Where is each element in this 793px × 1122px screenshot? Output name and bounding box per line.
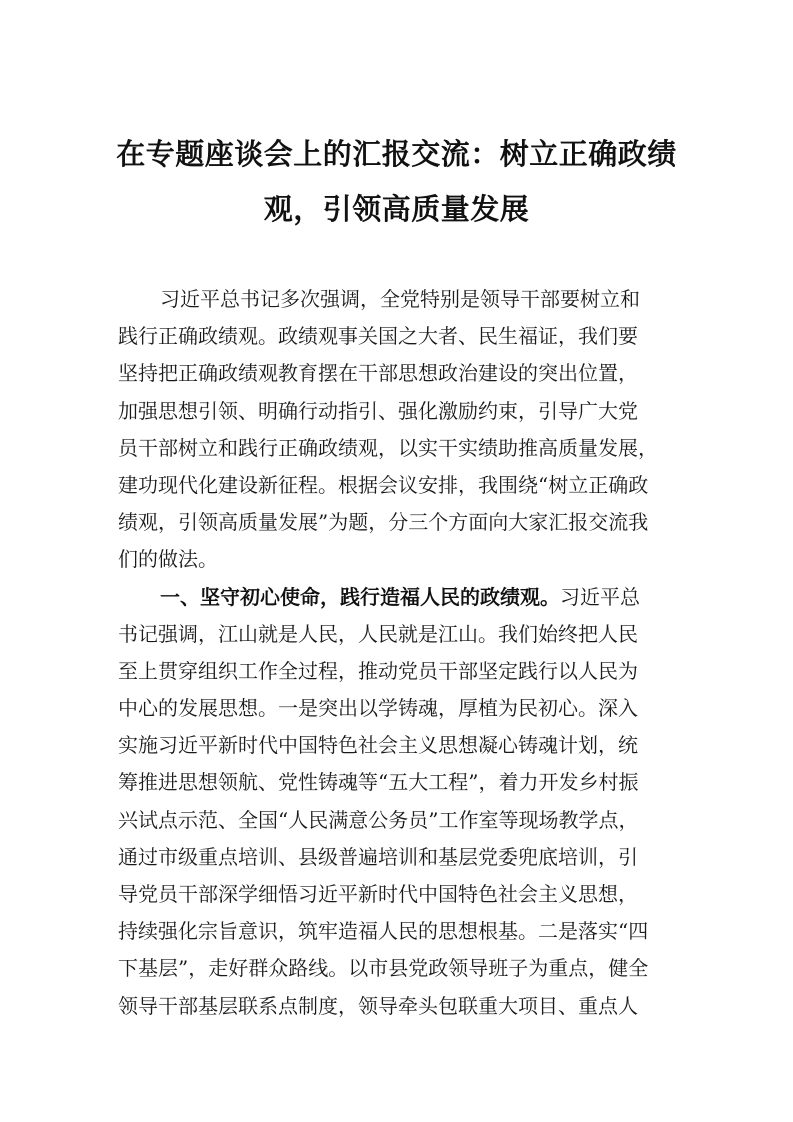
text-line: 持续强化宗旨意识，筑牢造福人民的思想根基。二是落实“四 [118, 919, 649, 944]
text-line: 导党员干部深学细悟习近平新时代中国特色社会主义思想， [118, 882, 638, 906]
text-line: 绩观，引领高质量发展”为题，分三个方面向大家汇报交流我 [118, 510, 649, 535]
text-span: 习近平总 [560, 584, 640, 609]
title-line-1: 在专题座谈会上的汇报交流：树立正确政绩 [116, 137, 677, 171]
text-line [118, 579, 688, 616]
text-line: 筹推进思想领航、党性铸魂等“五大工程”，着力开发乡村振 [118, 770, 639, 795]
text-line: 领导干部基层联系点制度，领导牵头包联重大项目、重点人 [118, 993, 638, 1018]
text-line: 坚持把正确政绩观教育摆在干部思想政治建设的突出位置， [118, 361, 638, 386]
paragraph-2 [118, 579, 688, 1025]
text-line: 中心的发展思想。一是突出以学铸魂，厚植为民初心。深入 [118, 696, 638, 721]
text-line: 至上贯穿组织工作全过程，推动党员干部坚定践行以人民为 [118, 658, 638, 683]
text-line: 员干部树立和践行正确政绩观，以实干实绩助推高质量发展， [118, 435, 658, 460]
text-line: 实施习近平新时代中国特色社会主义思想凝心铸魂计划，统 [118, 733, 638, 758]
text-line: 通过市级重点培训、县级普遍培训和基层党委兜底培训，引 [118, 844, 638, 869]
text-line: 践行正确政绩观。政绩观事关国之大者、民生福证，我们要 [118, 324, 638, 349]
document-title [100, 130, 693, 234]
text-line: 书记强调，江山就是人民，人民就是江山。我们始终把人民 [118, 621, 638, 646]
text-line: 们的做法。 [118, 547, 218, 572]
text-line: 兴试点示范、全国“人民满意公务员”工作室等现场教学点， [118, 807, 639, 832]
text-line: 下基层”，走好群众路线。以市县党政领导班子为重点，健全 [118, 956, 649, 981]
text-line: 习近平总书记多次强调，全党特别是领导干部要树立和 [160, 287, 640, 311]
text-line: 建功现代化建设新征程。根据会议安排，我围绕“树立正确政 [118, 472, 649, 497]
document-body [118, 281, 688, 1025]
title-line-2: 观，引领高质量发展 [263, 192, 530, 226]
section-heading: 一、坚守初心使命，践行造福人民的政绩观。 [160, 584, 560, 609]
paragraph-1 [118, 281, 688, 579]
text-line: 加强思想引领、明确行动指引、强化激励约束，引导广大党 [118, 398, 638, 423]
